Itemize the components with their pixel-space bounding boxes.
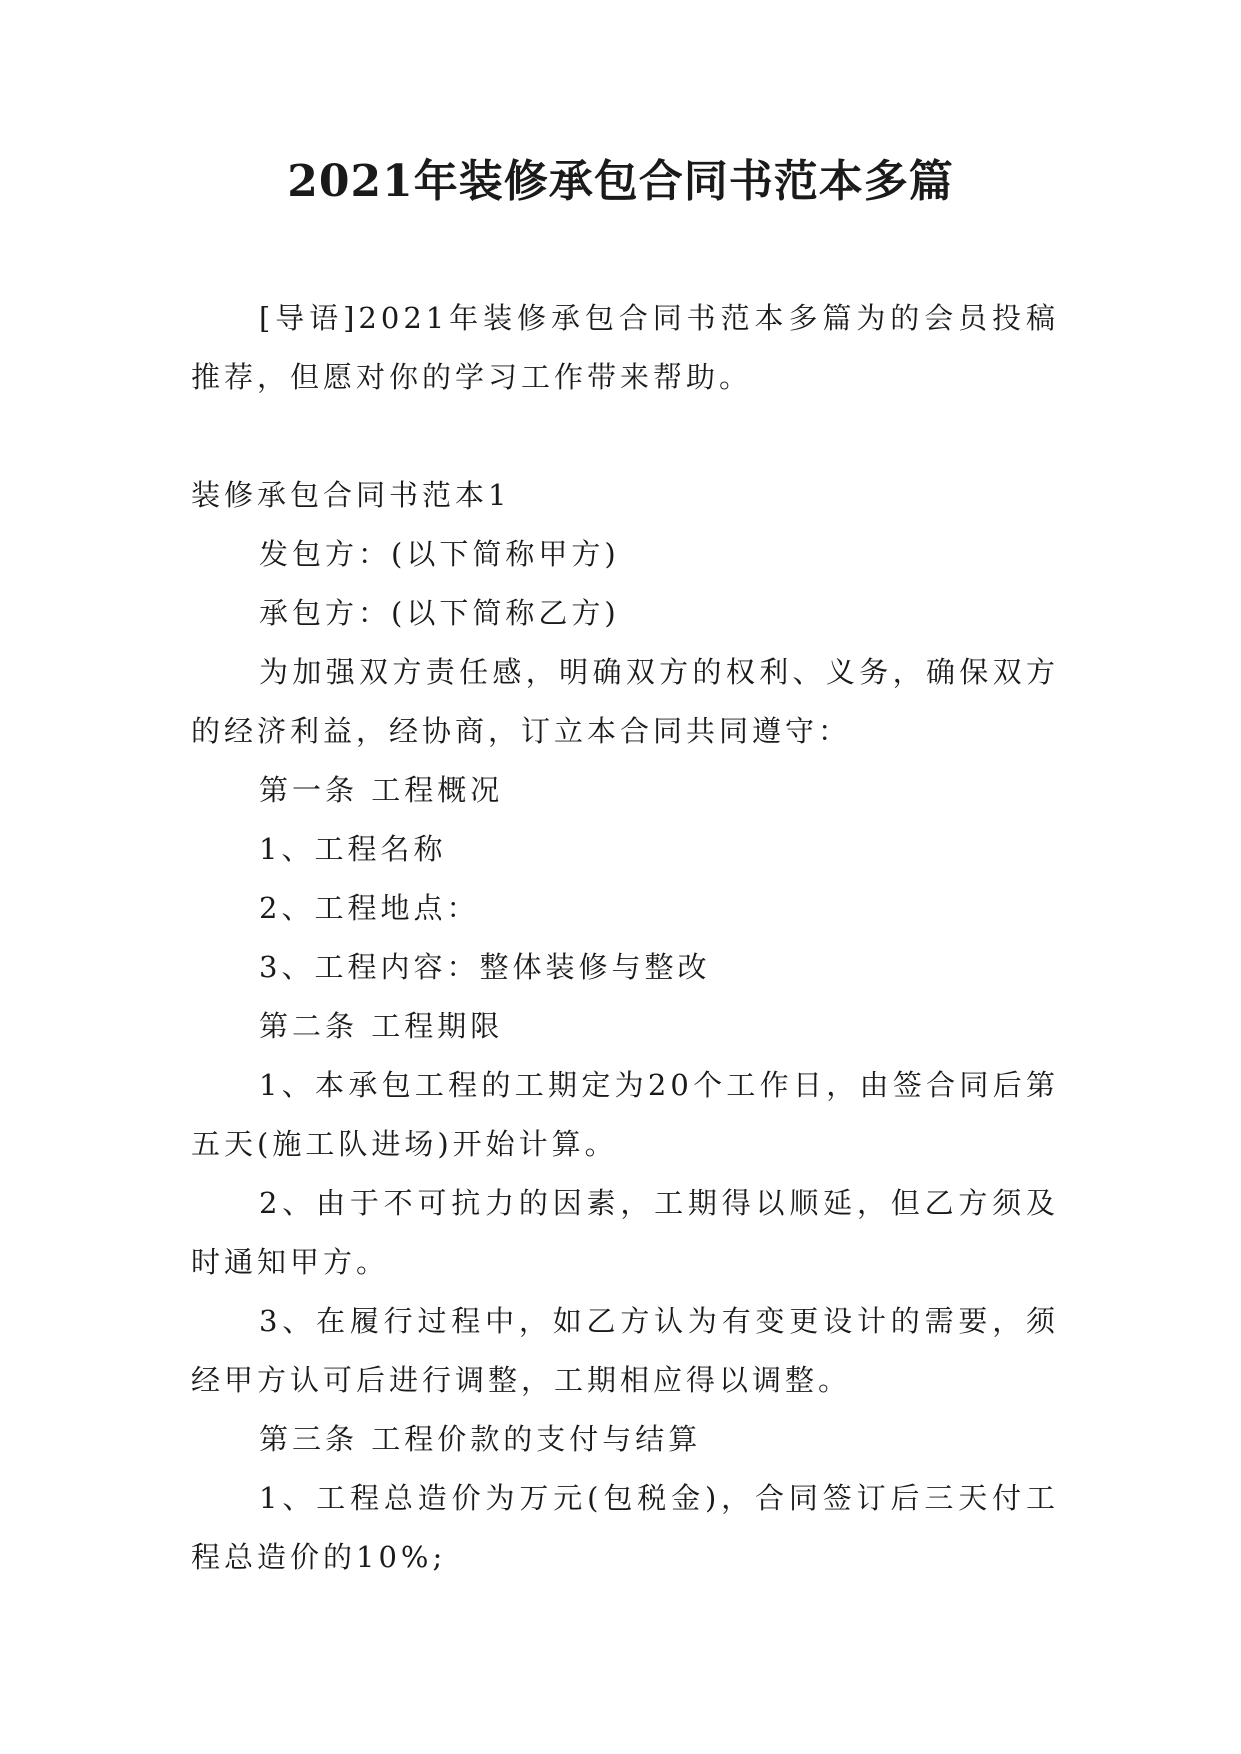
article-2-item-1: 1、本承包工程的工期定为20个工作日，由签合同后第五天(施工队进场)开始计算。 <box>191 1068 1059 1161</box>
article-1-heading: 第一条 工程概况 <box>259 773 504 807</box>
article-2-heading: 第二条 工程期限 <box>259 1009 504 1043</box>
paragraph-party-b: 承包方：(以下简称乙方) <box>259 596 620 630</box>
article-1-item-2: 2、工程地点： <box>259 891 480 925</box>
article-3-item-1: 1、工程总造价为万元(包税金)，合同签订后三天付工程总造价的10%; <box>191 1481 1059 1574</box>
article-3-heading: 第三条 工程价款的支付与结算 <box>259 1422 702 1456</box>
document-body <box>191 289 1059 1587</box>
intro-paragraph: [导语]2021年装修承包合同书范本多篇为的会员投稿推荐，但愿对你的学习工作带来帮助。 <box>191 301 1059 394</box>
article-2-item-2: 2、由于不可抗力的因素，工期得以顺延，但乙方须及时通知甲方。 <box>191 1186 1059 1279</box>
article-1-item-1: 1、工程名称 <box>259 832 447 866</box>
section-heading: 装修承包合同书范本1 <box>191 478 511 512</box>
article-2-item-3: 3、在履行过程中，如乙方认为有变更设计的需要，须经甲方认可后进行调整，工期相应得以调整。 <box>191 1304 1059 1397</box>
paragraph-purpose: 为加强双方责任感，明确双方的权利、义务，确保双方的经济利益，经协商，订立本合同共同遵守： <box>191 655 1059 748</box>
paragraph-party-a: 发包方：(以下简称甲方) <box>259 537 620 571</box>
article-1-item-3: 3、工程内容：整体装修与整改 <box>259 950 711 984</box>
document-title: 2021年装修承包合同书范本多篇 <box>287 156 954 207</box>
